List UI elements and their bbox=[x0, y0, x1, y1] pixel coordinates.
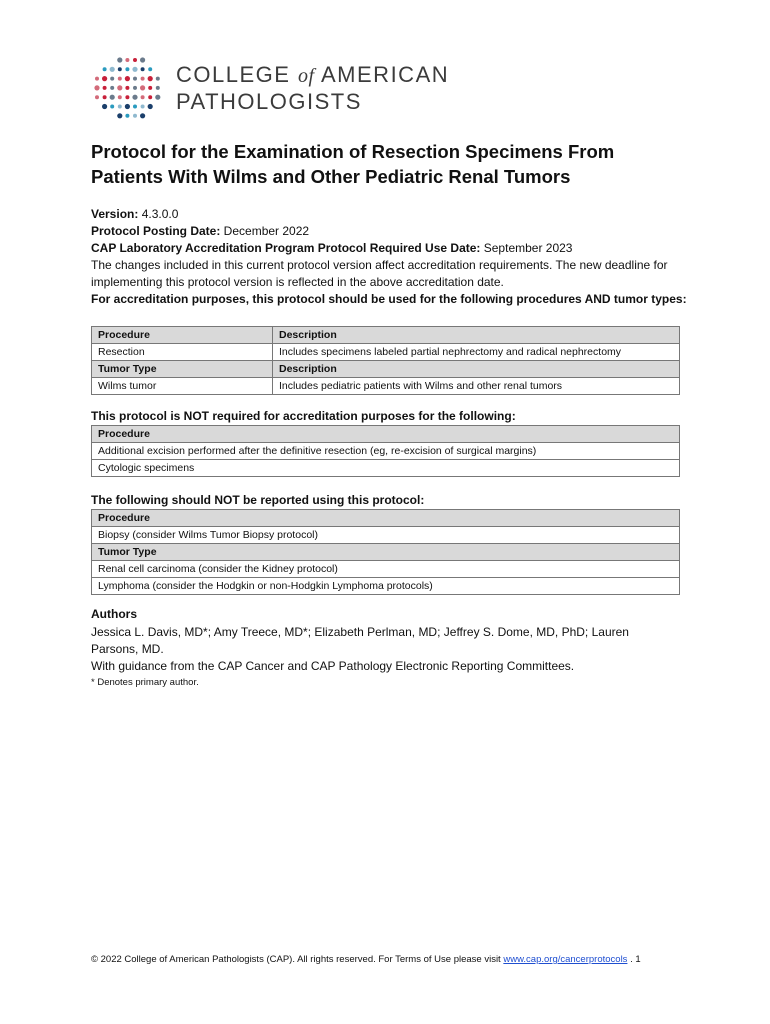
logo-dot bbox=[133, 77, 137, 81]
protocol-meta bbox=[91, 206, 691, 308]
table-cell: Includes pediatric patients with Wilms and other renal tumors bbox=[273, 378, 680, 395]
logo-dot bbox=[141, 105, 145, 109]
logo-dot bbox=[110, 105, 114, 109]
not-required-table bbox=[91, 425, 680, 477]
authors-names: Jessica L. Davis, MD*; Amy Treece, MD*; Elizabeth Perlman, MD; Jeffrey S. Dome, MD, PhD; Lauren Parsons, MD. bbox=[91, 625, 629, 656]
logo-dot bbox=[125, 67, 129, 71]
changes-text: The changes included in this current protocol version affect accreditation requirements. The new deadline for implementing this protocol version is reflected in the above accreditation date. bbox=[91, 258, 668, 289]
table-header-row bbox=[92, 426, 680, 443]
page-footer bbox=[91, 953, 691, 966]
cap-dots-logo-icon bbox=[93, 55, 163, 121]
table-header-row bbox=[92, 544, 680, 561]
logo-dot bbox=[95, 95, 99, 99]
logo-dot bbox=[117, 113, 122, 118]
logo-dot bbox=[132, 95, 137, 100]
table-cell: Additional excision performed after the definitive resection (eg, re-excision of surgical margins) bbox=[92, 443, 680, 460]
logo-dot bbox=[140, 85, 145, 90]
table-row bbox=[92, 527, 680, 544]
table-header-row bbox=[92, 361, 680, 378]
table-row bbox=[92, 443, 680, 460]
table-row bbox=[92, 344, 680, 361]
logo-dot bbox=[125, 114, 129, 118]
logo-dot bbox=[103, 86, 107, 90]
authors-heading: Authors bbox=[91, 607, 137, 621]
table-row bbox=[92, 578, 680, 595]
table-cell: Lymphoma (consider the Hodgkin or non-Hodgkin Lymphoma protocols) bbox=[92, 578, 680, 595]
not-required-heading: This protocol is NOT required for accreditation purposes for the following: bbox=[91, 409, 516, 423]
title-line-1: Protocol for the Examination of Resection Specimens From bbox=[91, 141, 615, 162]
logo-dot bbox=[156, 77, 160, 81]
table-cell: Procedure bbox=[92, 426, 680, 443]
logo-dot bbox=[141, 77, 145, 81]
logo-dot bbox=[110, 77, 114, 81]
logo-dot bbox=[156, 86, 160, 90]
logo-dot bbox=[95, 77, 99, 81]
logo-dot bbox=[102, 104, 107, 109]
table-cell: Cytologic specimens bbox=[92, 460, 680, 477]
table-header-row bbox=[92, 327, 680, 344]
table-header-row bbox=[92, 510, 680, 527]
table-cell: Resection bbox=[92, 344, 273, 361]
table-cell: Description bbox=[273, 361, 680, 378]
logo-dot bbox=[133, 58, 137, 62]
posting-date-line: Protocol Posting Date: December 2022 bbox=[91, 224, 310, 238]
logo-dot bbox=[94, 85, 99, 90]
logo-dot bbox=[110, 86, 114, 90]
cancer-protocols-link[interactable]: www.cap.org/cancerprotocols bbox=[503, 954, 628, 965]
primary-author-note: * Denotes primary author. bbox=[91, 677, 199, 688]
logo-line-2: PATHOLOGISTS bbox=[176, 89, 362, 114]
table-row bbox=[92, 378, 680, 395]
logo-dot bbox=[117, 57, 122, 62]
logo-dot bbox=[148, 95, 152, 99]
logo-dot bbox=[125, 95, 129, 99]
accreditation-text: For accreditation purposes, this protocol should be used for the following procedures AND tumor types: bbox=[91, 292, 687, 306]
footer-copyright: © 2022 College of American Pathologists (CAP). All rights reserved. For Terms of Use please visit bbox=[91, 954, 504, 965]
logo-dot bbox=[117, 85, 122, 90]
procedures-table bbox=[91, 326, 680, 395]
table-cell: Biopsy (consider Wilms Tumor Biopsy protocol) bbox=[92, 527, 680, 544]
logo-dot bbox=[118, 105, 122, 109]
logo-dot bbox=[132, 67, 137, 72]
table-row bbox=[92, 561, 680, 578]
not-reported-table bbox=[91, 509, 680, 595]
logo-dot bbox=[148, 86, 152, 90]
title-line-2: Patients With Wilms and Other Pediatric Renal Tumors bbox=[91, 166, 571, 187]
logo-dot bbox=[110, 95, 115, 100]
logo-dot bbox=[103, 67, 107, 71]
logo-dot bbox=[125, 76, 130, 81]
table-cell: Description bbox=[273, 327, 680, 344]
table-cell: Wilms tumor bbox=[92, 378, 273, 395]
page-number: . 1 bbox=[627, 954, 641, 965]
logo-dot bbox=[148, 76, 153, 81]
logo-dot bbox=[125, 86, 129, 90]
authors-guidance: With guidance from the CAP Cancer and CAP Pathology Electronic Reporting Committees. bbox=[91, 659, 575, 673]
logo-dot bbox=[110, 67, 115, 72]
logo-dot bbox=[141, 67, 145, 71]
logo-dot bbox=[103, 95, 107, 99]
table-row bbox=[92, 460, 680, 477]
version-line: Version: 4.3.0.0 bbox=[91, 207, 179, 221]
logo-dot bbox=[140, 57, 145, 62]
logo-dot bbox=[118, 77, 122, 81]
logo-dot bbox=[118, 95, 122, 99]
logo-dot bbox=[133, 105, 137, 109]
logo-dot bbox=[148, 67, 152, 71]
table-cell: Tumor Type bbox=[92, 544, 680, 561]
logo-line-1: COLLEGE of AMERICAN bbox=[176, 62, 450, 87]
cap-logo bbox=[93, 55, 493, 121]
logo-dot bbox=[118, 67, 122, 71]
logo-dot bbox=[141, 95, 145, 99]
logo-dot bbox=[102, 76, 107, 81]
table-cell: Renal cell carcinoma (consider the Kidney protocol) bbox=[92, 561, 680, 578]
table-cell: Includes specimens labeled partial nephrectomy and radical nephrectomy bbox=[273, 344, 680, 361]
table-cell: Procedure bbox=[92, 327, 273, 344]
document-title bbox=[91, 139, 691, 189]
authors-section bbox=[91, 606, 671, 690]
logo-dot bbox=[125, 104, 130, 109]
logo-dot bbox=[133, 114, 137, 118]
cap-logo-text bbox=[176, 62, 449, 115]
table-cell: Tumor Type bbox=[92, 361, 273, 378]
not-reported-heading: The following should NOT be reported using this protocol: bbox=[91, 493, 425, 507]
logo-dot bbox=[133, 86, 137, 90]
logo-dot bbox=[148, 104, 153, 109]
logo-dot bbox=[125, 58, 129, 62]
logo-dot bbox=[140, 113, 145, 118]
table-cell: Procedure bbox=[92, 510, 680, 527]
required-use-date-line: CAP Laboratory Accreditation Program Protocol Required Use Date: September 2023 bbox=[91, 241, 573, 255]
logo-dot bbox=[155, 95, 160, 100]
